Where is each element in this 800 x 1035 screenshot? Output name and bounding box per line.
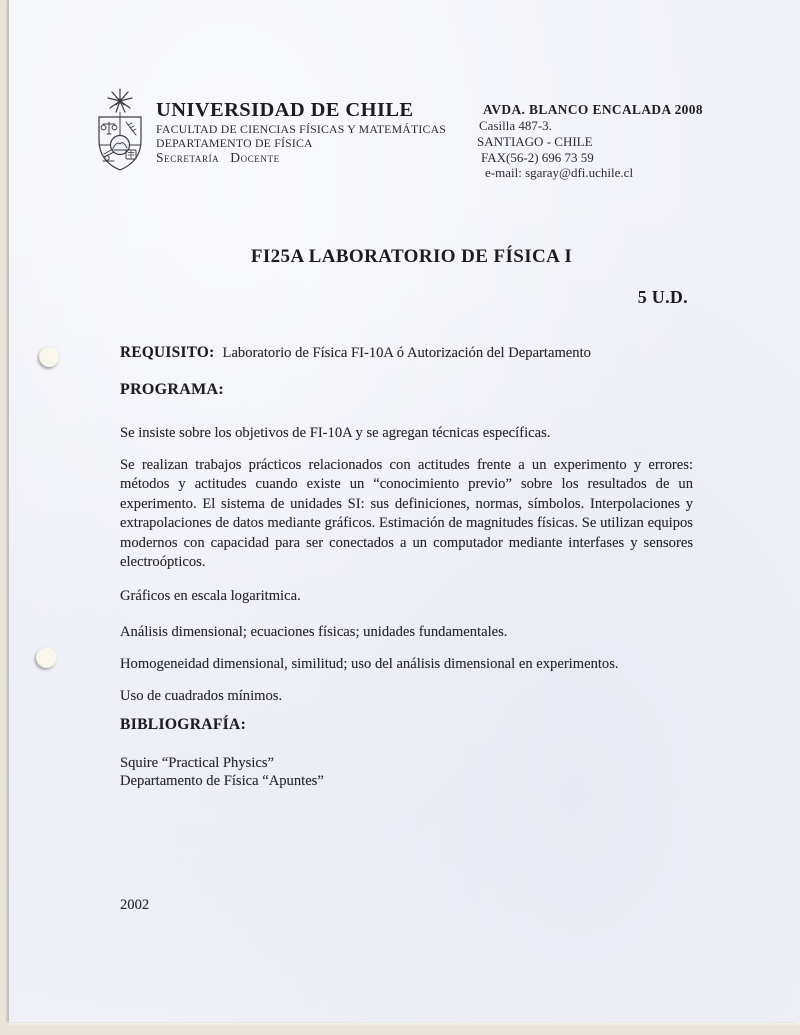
requisito-line xyxy=(120,343,693,363)
document-body xyxy=(120,0,693,1022)
paragraph-homogeneidad: Homogeneidad dimensional, similitud; uso del análisis dimensional en experimentos. xyxy=(120,656,619,672)
faculty-name: FACULTAD DE CIENCIAS FÍSICAS Y MATEMÁTICAS xyxy=(156,122,447,136)
course-credits: 5 U.D. xyxy=(637,287,688,307)
paragraph-cuadrados-minimos: Uso de cuadrados mínimos. xyxy=(120,688,283,704)
document-year: 2002 xyxy=(120,897,150,913)
paragraph-objetivos: Se insiste sobre los objetivos de FI-10A y se agregan técnicas específicas. xyxy=(120,425,551,441)
bibliografia-label: BIBLIOGRAFÍA: xyxy=(120,716,247,733)
office-name: Secretaría Docente xyxy=(156,150,280,165)
requisito-label: REQUISITO: xyxy=(120,344,215,361)
course-title: FI25A LABORATORIO DE FÍSICA I xyxy=(250,246,573,267)
punch-hole xyxy=(36,647,57,668)
requisito-text: Laboratorio de Física FI-10A ó Autorización del Departamento xyxy=(222,345,591,361)
paragraph-trabajos-practicos: Se realizan trabajos prácticos relacionados con actitudes frente a un experimento y errores: métodos y actitudes cuando existe un “conocimiento previo” sobre los resultados de un experimento. El sistema de unidades SI: sus definiciones, normas, símbolos. Interpolaciones y extrapolaciones de datos mediante gráficos. Estimación de magnitudes físicas. Se utilizan equipos modernos con capacidad para ser conectados a un computador mediante interfases y sensores electroópticos. xyxy=(120,457,693,571)
address-city: SANTIAGO - CHILE xyxy=(477,133,593,149)
punch-hole xyxy=(39,346,60,367)
document-page xyxy=(9,0,800,1022)
bibliography-item: Departamento de Física “Apuntes” xyxy=(120,773,324,789)
address-email: e-mail: sgaray@dfi.uchile.cl xyxy=(485,165,634,181)
programa-label: PROGRAMA: xyxy=(120,381,225,398)
address-street: AVDA. BLANCO ENCALADA 2008 xyxy=(483,102,703,117)
scales-glyph xyxy=(101,122,117,134)
department-name: DEPARTAMENTO DE FÍSICA xyxy=(156,136,313,150)
university-name: UNIVERSIDAD DE CHILE xyxy=(156,99,414,121)
paragraph-analisis-dimensional: Análisis dimensional; ecuaciones físicas; unidades fundamentales. xyxy=(120,624,508,640)
address-fax: FAX(56-2) 696 73 59 xyxy=(481,149,594,165)
paragraph-graficos: Gráficos en escala logaritmica. xyxy=(120,588,301,604)
bibliography-item: Squire “Practical Physics” xyxy=(120,755,275,771)
address-po-box: Casilla 487-3. xyxy=(479,118,552,133)
